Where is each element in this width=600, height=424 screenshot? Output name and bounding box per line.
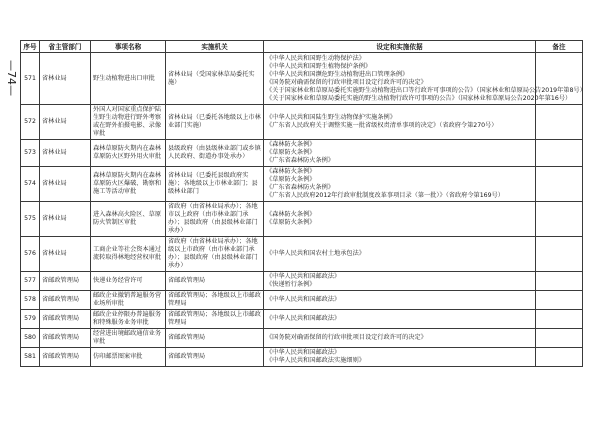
cell-no: 581 <box>21 348 40 367</box>
cell-dept: 省林业局 <box>40 237 91 272</box>
cell-basis <box>264 53 586 105</box>
cell-dept: 省林业局 <box>40 202 91 237</box>
basis-line: 《草原防火条例》 <box>266 219 316 226</box>
cell-no: 579 <box>21 310 40 329</box>
basis-line: 《关于国家林业和草原局委托实施野生动植物进出口等行政许可事项的公告》（国家林业和草原局公告2019年第8号） <box>266 86 586 94</box>
cell-basis <box>264 202 536 237</box>
basis-line: 《国务院对确需保留的行政审批项目设定行政许可的决定》 <box>266 78 427 86</box>
cell-no: 571 <box>21 53 40 105</box>
cell-note <box>536 272 583 291</box>
cell-item: 森林草原防火期内在森林草原防火区野外用火审批 <box>91 140 166 167</box>
cell-agency: 省邮政管理局 <box>166 348 264 367</box>
basis-line: 《国务院对确需保留的行政审批项目设定行政许可的决定》 <box>266 334 427 341</box>
cell-item: 森林草原防火期内在森林草原防火区爆破、勘察和施工等活动审批 <box>91 167 166 202</box>
table-row <box>21 53 583 105</box>
cell-dept: 省邮政管理局 <box>40 291 91 310</box>
cell-dept: 省林业局 <box>40 53 91 105</box>
cell-item: 外国人对国家重点保护陆生野生动物进行野外考察或在野外拍摄电影、录像审批 <box>91 105 166 140</box>
cell-agency: 县级政府（由县级林业部门或乡镇人民政府、街道办事处承办） <box>166 140 264 167</box>
header-basis: 设定和实施依据 <box>264 41 536 53</box>
cell-item: 进入森林高火险区、草原防火管制区审批 <box>91 202 166 237</box>
cell-basis <box>264 291 536 310</box>
cell-item: 邮政企业停限办普遍服务和特殊服务业务审批 <box>91 310 166 329</box>
cell-agency: 省林业局（已委托各地级以上市林业部门实施） <box>166 105 264 140</box>
cell-agency: 省林业局（已委托县级政府实施）；各地级以上市林业部门；县级林业部门 <box>166 167 264 202</box>
basis-line: 《森林防火条例》 <box>266 168 316 175</box>
basis-line: 《草原防火条例》 <box>266 149 316 156</box>
cell-note <box>536 291 583 310</box>
basis-line: 《森林防火条例》 <box>266 141 316 148</box>
cell-item: 野生动植物进出口审批 <box>91 53 166 105</box>
cell-item: 快递业务经营许可 <box>91 272 166 291</box>
table-row <box>21 329 583 348</box>
basis-line: 《广东省人民政府关于调整实施一批省级权责清单事项的决定》（省政府令第270号） <box>266 122 498 129</box>
table-header-row <box>21 41 583 53</box>
cell-note <box>536 310 583 329</box>
cell-agency: 省邮政管理局 <box>166 272 264 291</box>
table-row <box>21 291 583 310</box>
cell-agency: 省邮政管理局；各地级以上市邮政管理局 <box>166 310 264 329</box>
table-row <box>21 237 583 272</box>
page-number-text: 74 <box>5 71 18 85</box>
basis-line: 《广东省人民政府2012年行政审批制度改革事项目录（第一批）》（省政府令第169号） <box>266 192 504 199</box>
basis-line: 《中华人民共和国濒危野生动植物进出口管理条例》 <box>266 70 409 78</box>
cell-basis <box>264 237 536 272</box>
cell-agency: 省林业局（受国家林草局委托实施） <box>166 53 264 105</box>
cell-basis <box>264 105 536 140</box>
cell-agency: 省邮政管理局；各地级以上市邮政管理局 <box>166 291 264 310</box>
cell-note <box>536 140 583 167</box>
table-row <box>21 272 583 291</box>
cell-dept: 省邮政管理局 <box>40 348 91 367</box>
cell-basis <box>264 272 536 291</box>
cell-dept: 省林业局 <box>40 140 91 167</box>
cell-dept: 省邮政管理局 <box>40 272 91 291</box>
cell-note <box>536 105 583 140</box>
table-row <box>21 105 583 140</box>
cell-basis <box>264 140 536 167</box>
cell-no: 577 <box>21 272 40 291</box>
cell-basis <box>264 329 536 348</box>
cell-no: 572 <box>21 105 40 140</box>
cell-note <box>536 348 583 367</box>
table-row <box>21 348 583 367</box>
basis-line: 《中华人民共和国邮政法》 <box>266 349 341 356</box>
cell-basis <box>264 348 536 367</box>
cell-item: 邮政企业撤销普遍服务营业场所审批 <box>91 291 166 310</box>
basis-line: 《森林防火条例》 <box>266 211 316 218</box>
header-note: 备注 <box>536 41 583 53</box>
basis-line: 《关于国家林业和草原局委托实施的野生动植物行政许可事项的公告》（国家林业和草原局公告2020年第16号） <box>266 94 572 102</box>
basis-line: 《中华人民共和国邮政法》 <box>266 273 341 280</box>
cell-basis <box>264 167 536 202</box>
header-no: 序号 <box>21 41 40 53</box>
cell-agency: 省邮政管理局 <box>166 329 264 348</box>
basis-line: 《广东省森林防火条例》 <box>266 184 335 191</box>
basis-line: 《中华人民共和国邮政法》 <box>266 296 341 303</box>
approval-items-table <box>20 40 586 367</box>
cell-no: 578 <box>21 291 40 310</box>
cell-dept: 省邮政管理局 <box>40 329 91 348</box>
cell-dept: 省邮政管理局 <box>40 310 91 329</box>
cell-no: 575 <box>21 202 40 237</box>
table-row <box>21 140 583 167</box>
table-row <box>21 310 583 329</box>
basis-line: 《快递暂行条例》 <box>266 281 316 288</box>
basis-line: 《中华人民共和国野生动物保护法》 <box>266 54 365 62</box>
basis-line: 《广东省森林防火条例》 <box>266 157 335 164</box>
cell-dept: 省林业局 <box>40 105 91 140</box>
cell-agency: 省政府（由省林业局承办）；各地市以上政府（由市林业部门承办）；县级政府（由县级林业部门承办） <box>166 202 264 237</box>
cell-item: 工商企业等社会资本通过流转取得林地经营权审批 <box>91 237 166 272</box>
basis-line: 《草原防火条例》 <box>266 176 316 183</box>
cell-no: 580 <box>21 329 40 348</box>
header-dept: 省主管部门 <box>40 41 91 53</box>
basis-line: 《中华人民共和国野生植物保护条例》 <box>266 62 372 70</box>
page-number: —74— <box>5 60 18 96</box>
cell-note <box>536 237 583 272</box>
cell-item: 经营进出境邮政通信业务审批 <box>91 329 166 348</box>
cell-note <box>536 202 583 237</box>
cell-no: 574 <box>21 167 40 202</box>
basis-line: 《中华人民共和国农村土地承包法》 <box>266 250 365 257</box>
basis-line: 《中华人民共和国陆生野生动物保护实施条例》 <box>266 114 396 121</box>
cell-item: 仿印邮票图案审批 <box>91 348 166 367</box>
basis-line: 《中华人民共和国邮政法实施细则》 <box>266 357 365 364</box>
cell-no: 573 <box>21 140 40 167</box>
header-agency: 实施机关 <box>166 41 264 53</box>
header-item: 事项名称 <box>91 41 166 53</box>
table-row <box>21 167 583 202</box>
cell-note <box>536 167 583 202</box>
cell-note <box>536 329 583 348</box>
basis-line: 《中华人民共和国邮政法》 <box>266 315 341 322</box>
cell-no: 576 <box>21 237 40 272</box>
cell-dept: 省林业局 <box>40 167 91 202</box>
cell-basis <box>264 310 536 329</box>
cell-agency: 省政府（由省林业局承办）；各地级以上市政府（由市林业部门承办）；县级政府（由县级林业部门承办） <box>166 237 264 272</box>
table-row <box>21 202 583 237</box>
